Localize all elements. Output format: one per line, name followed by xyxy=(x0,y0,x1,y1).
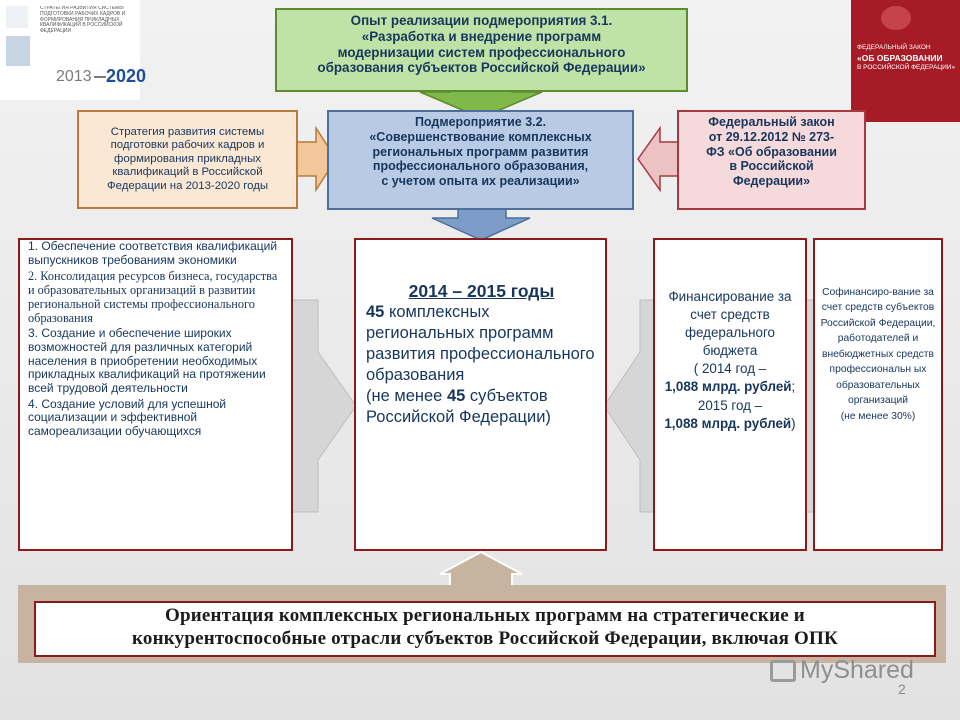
banner-line-2: конкурентоспособные отрасли субъектов Российской Федерации, включая ОПК xyxy=(132,627,838,649)
top-line-1: Опыт реализации подмероприятия 3.1. xyxy=(350,13,613,28)
financing-2014-amount: 1,088 млрд. рублей; xyxy=(664,379,796,395)
strategy-box xyxy=(77,110,298,209)
sub-line-5: с учетом опыта их реализации» xyxy=(381,174,580,188)
task-4: 4. Создание условий для успешной социализации и эффективной самореализации обучающихся xyxy=(28,396,227,439)
watermark-text: MyShared xyxy=(800,656,914,684)
cofinancing-text: Софинансиро-вание за счет средств субъектов Российской Федерации, работодателей и внебюджетных средств профессиональн ых образовательных организаций xyxy=(820,287,936,407)
sub-line-4: профессионального образования, xyxy=(372,159,589,174)
cover-year-start: 2013 xyxy=(56,68,92,85)
arrow-tasks-to-center xyxy=(290,300,356,512)
strategy-line-4: квалификаций в Российской xyxy=(112,166,263,179)
strategy-cover-thumbnail xyxy=(0,0,147,100)
sub-line-3: региональных программ развития xyxy=(372,144,589,159)
banner-line-1: Ориентация комплексных региональных программ на стратегические и xyxy=(165,605,805,626)
experience-3-1-box xyxy=(275,8,688,92)
subjects-label: субъектов Российской Федерации) xyxy=(366,387,551,426)
law-line-5: Федерации» xyxy=(732,174,811,188)
cofinancing-box xyxy=(813,238,943,551)
strategy-line-5: Федерации на 2013-2020 годы xyxy=(106,179,269,192)
federal-financing-box xyxy=(653,238,807,551)
cofinancing-percent: (не менее 30%) xyxy=(840,410,916,422)
cover-year-dash xyxy=(94,76,106,78)
cover-year-end: 2020 xyxy=(106,66,147,86)
law-line-4: в Российской xyxy=(729,159,814,174)
eagle-emblem-icon xyxy=(881,6,911,30)
sub-line-1: Подмероприятие 3.2. xyxy=(414,115,547,129)
programs-desc: комплексных региональных программ развития профессионального образования xyxy=(366,303,595,385)
subjects-text xyxy=(366,386,597,428)
years-heading: 2014 – 2015 годы xyxy=(408,281,555,301)
subjects-count: 45 xyxy=(446,387,466,406)
strategy-line-2: подготовки рабочих кадров и xyxy=(110,139,265,152)
submeasure-3-2-box xyxy=(327,110,634,210)
cover-bar-icon xyxy=(6,36,30,66)
financing-2014-label: ( 2014 год – xyxy=(693,361,767,377)
law-line-2: от 29.12.2012 № 273- xyxy=(708,129,835,144)
not-less-open: (не менее xyxy=(366,387,447,406)
arrow-sub-to-center xyxy=(432,206,530,240)
presentation-icon xyxy=(770,660,796,682)
sub-line-2: «Совершенствование комплексных xyxy=(369,129,592,144)
programs-count: 45 xyxy=(366,303,385,322)
law-cover-text: ФЕДЕРАЛЬНЫЙ ЗАКОН «ОБ ОБРАЗОВАНИИ В РОССИЙСКОЙ ФЕДЕРАЦИИ» xyxy=(857,44,956,72)
page-number: 2 xyxy=(898,681,906,697)
strategy-line-3: формирования прикладных xyxy=(114,152,261,165)
top-line-4: образования субъектов Российской Федерации» xyxy=(317,60,646,76)
task-3: 3. Создание и обеспечение широких возможностей для различных категорий населения в приобретении необходимых прикладных квалификаций на протяжении всей трудовой деятельности xyxy=(28,326,266,396)
strategy-line-1: Стратегия развития системы xyxy=(110,125,265,138)
financing-2015-label: 2015 год – xyxy=(697,397,763,413)
bottom-banner xyxy=(34,601,936,657)
financing-intro: Финансирование за счет средств федерального бюджета xyxy=(668,289,792,359)
law-line-3: ФЗ «Об образовании xyxy=(706,144,837,159)
financing-2015-amount: 1,088 млрд. рублей) xyxy=(664,415,796,431)
task-2: 2. Консолидация ресурсов бизнеса, государства и образовательных организаций в развитии региональной системы профессионального образования xyxy=(28,269,278,326)
task-1: 1. Обеспечение соответствия квалификаций выпускников требованиям экономики xyxy=(28,239,278,267)
tasks-box xyxy=(18,238,293,551)
law-line-1: Федеральный закон xyxy=(708,115,835,129)
federal-law-box xyxy=(677,110,866,210)
programs-2014-2015-box xyxy=(354,238,607,551)
top-line-2: «Разработка и внедрение программ xyxy=(361,28,602,44)
top-line-3: модернизации систем профессионального xyxy=(337,44,626,60)
arrow-fin-to-center xyxy=(604,300,656,512)
emblem-icon xyxy=(6,6,28,28)
law-cover-thumbnail xyxy=(851,0,960,122)
myshared-watermark xyxy=(770,656,940,696)
programs-text xyxy=(366,302,597,386)
arrow-law-to-sub xyxy=(638,128,680,190)
cover-title: СТРАТЕГИЯ РАЗВИТИЯ СИСТЕМЫ ПОДГОТОВКИ РАБОЧИХ КАДРОВ И ФОРМИРОВАНИЯ ПРИКЛАДНЫХ КВАЛИФИКАЦИЙ В РОССИЙСКОЙ ФЕДЕРАЦИИ xyxy=(40,6,126,34)
